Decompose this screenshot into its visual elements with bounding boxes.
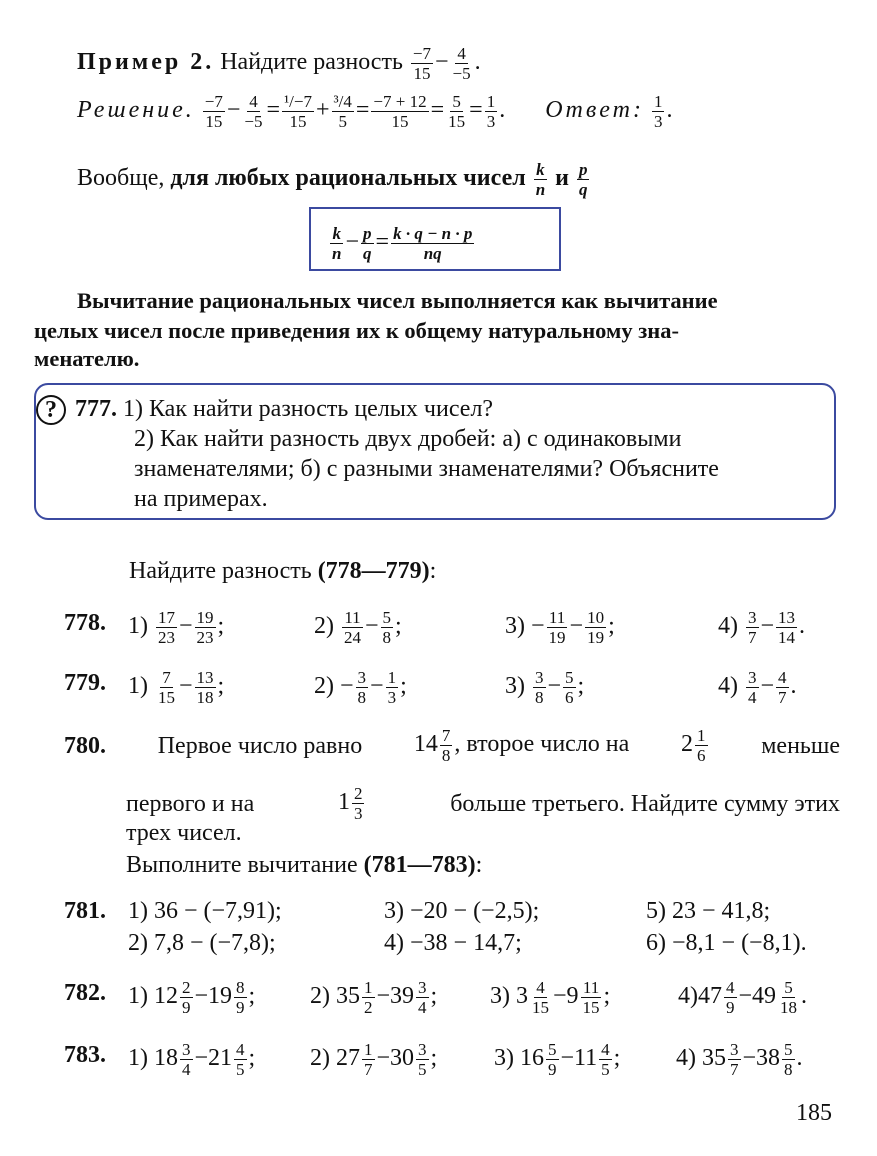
fraction: $\frac{1}{3}$	[486, 92, 496, 131]
example-text: Найдите разность	[220, 49, 403, 76]
do-sub-heading: Выполните вычитание (781—783):	[126, 852, 483, 878]
item-783-4: 4) 35 $\frac{3}{7}$ −38 $\frac{5}{8}$ .	[676, 1040, 803, 1079]
problem-778: 778.	[64, 610, 106, 636]
q777-line-3: знаменателями; б) с разными знаменателями? Объясните	[134, 456, 719, 482]
general-line	[77, 160, 591, 199]
item-779-3: 3) $\frac{3}{8}$ − $\frac{5}{6}$ ;	[505, 668, 585, 707]
q777-line-2: 2) Как найти разность двух дробей: а) с одинаковыми	[134, 426, 682, 452]
fraction: $\frac{-7 + 12}{15}$	[373, 92, 427, 131]
item-781-6: 6) −8,1 − (−8,1).	[646, 930, 807, 956]
item-781-2: 2) 7,8 − (−7,8);	[128, 930, 276, 956]
problem-781: 781.	[64, 898, 106, 924]
problem-779: 779.	[64, 670, 106, 696]
example-label: Пример 2.	[77, 49, 215, 76]
q777-line-1	[75, 394, 493, 424]
fraction: $\frac{p}{q}$	[578, 160, 588, 199]
fraction: $\frac{1}{3}$	[653, 92, 663, 131]
fraction: $\frac{4}{-5}$	[244, 92, 263, 131]
answer-label: Ответ:	[545, 97, 644, 124]
item-782-1: 1) 12 $\frac{2}{9}$ −19 $\frac{8}{9}$ ;	[128, 978, 256, 1017]
item-781-5: 5) 23 − 41,8;	[646, 898, 771, 924]
general-prefix: Вообще,	[77, 165, 165, 192]
solution-label: Решение.	[77, 97, 195, 124]
rule-line-3: менателю.	[34, 346, 140, 371]
problem-782: 782.	[64, 980, 106, 1006]
item-778-3: 3) − $\frac{11}{19}$ − $\frac{10}{19}$ ;	[505, 608, 615, 647]
find-diff-heading: Найдите разность (778—779):	[129, 558, 437, 584]
rule-line-1: Вычитание рациональных чисел выполняется как вычитание	[77, 288, 718, 313]
fraction: $\frac{k \cdot q - n \cdot p}{nq}$	[393, 224, 473, 263]
item-783-2: 2) 27 $\frac{1}{7}$ −30 $\frac{3}{5}$ ;	[310, 1040, 438, 1079]
page-number: 185	[796, 1100, 832, 1126]
fraction: $\frac{k}{n}$	[332, 224, 342, 263]
item-782-3: 3) 3 $\frac{4}{15}$ −9 $\frac{11}{15}$ ;	[490, 978, 611, 1017]
item-781-1: 1) 36 − (−7,91);	[128, 898, 282, 924]
item-783-1: 1) 18 $\frac{3}{4}$ −21 $\frac{4}{5}$ ;	[128, 1040, 256, 1079]
item-779-4: 4) $\frac{3}{4}$ − $\frac{4}{7}$ .	[718, 668, 797, 707]
item-782-4: 4)47 $\frac{4}{9}$ −49 $\frac{5}{18}$ .	[678, 978, 808, 1017]
q777-number: 777.	[75, 396, 117, 422]
item-782-2: 2) 35 $\frac{1}{2}$ −39 $\frac{3}{4}$ ;	[310, 978, 438, 1017]
problem-780-line-1: 780. Первое число равно 14 $\frac{7}{8}$ , второе число на 2 $\frac{1}{6}$ меньше	[64, 726, 840, 765]
item-783-3: 3) 16 $\frac{5}{9}$ −11 $\frac{4}{5}$ ;	[494, 1040, 621, 1079]
fraction: $\frac{4}{-5}$	[452, 44, 471, 83]
formula: $\frac{k}{n}$ − $\frac{p}{q}$ = $\frac{k \cdot q - n \cdot p}{nq}$	[332, 224, 473, 263]
q777-line-4: на примерах.	[134, 486, 268, 512]
problem-780-line-2: первого и на 1 $\frac{2}{3}$ больше третьего. Найдите сумму этих	[126, 784, 840, 823]
general-bold: для любых рациональных чисел	[170, 165, 526, 192]
fraction: $\frac{\text{³/4}}{5}$	[333, 92, 352, 131]
item-781-4: 4) −38 − 14,7;	[384, 930, 522, 956]
fraction: $\frac{5}{15}$	[448, 92, 466, 131]
problem-783: 783.	[64, 1042, 106, 1068]
example-line: Пример 2. Найдите разность $\frac{-7}{15}$ − $\frac{4}{-5}$ .	[77, 44, 481, 83]
item-779-2: 2) − $\frac{3}{8}$ − $\frac{1}{3}$ ;	[314, 668, 407, 707]
item-778-4: 4) $\frac{3}{7}$ − $\frac{13}{14}$ .	[718, 608, 806, 647]
fraction: $\frac{-7}{15}$	[412, 44, 431, 83]
problem-780-line-3: трех чисел.	[126, 820, 242, 846]
fraction: $\frac{p}{q}$	[363, 224, 372, 263]
q777-text-1: 1) Как найти разность целых чисел?	[123, 396, 494, 422]
fraction: $\frac{-7}{15}$	[204, 92, 223, 131]
question-icon: ?	[36, 395, 66, 425]
fraction: $\frac{\text{¹/−7}}{15}$	[284, 92, 312, 131]
solution-line: Решение. $\frac{-7}{15}$ − $\frac{4}{-5}$ = $\frac{\text{¹/−7}}{15}$ + $\frac{\text{³/4}}{5}$ = $\frac{-7 + 12}{15}$ = $\frac{5}{15}$ = $\frac{1}{3}$ . Ответ: $\frac{1}{3}$ .	[77, 92, 673, 131]
item-778-1: 1) $\frac{17}{23}$ − $\frac{19}{23}$ ;	[128, 608, 225, 647]
fraction: $\frac{k}{n}$	[535, 160, 546, 199]
item-779-1: 1) $\frac{7}{15}$ − $\frac{13}{18}$ ;	[128, 668, 225, 707]
rule-line-2: целых чисел после приведения их к общему натуральному зна-	[34, 318, 679, 343]
item-778-2: 2) $\frac{11}{24}$ − $\frac{5}{8}$ ;	[314, 608, 402, 647]
item-781-3: 3) −20 − (−2,5);	[384, 898, 540, 924]
general-and: и	[555, 165, 569, 192]
